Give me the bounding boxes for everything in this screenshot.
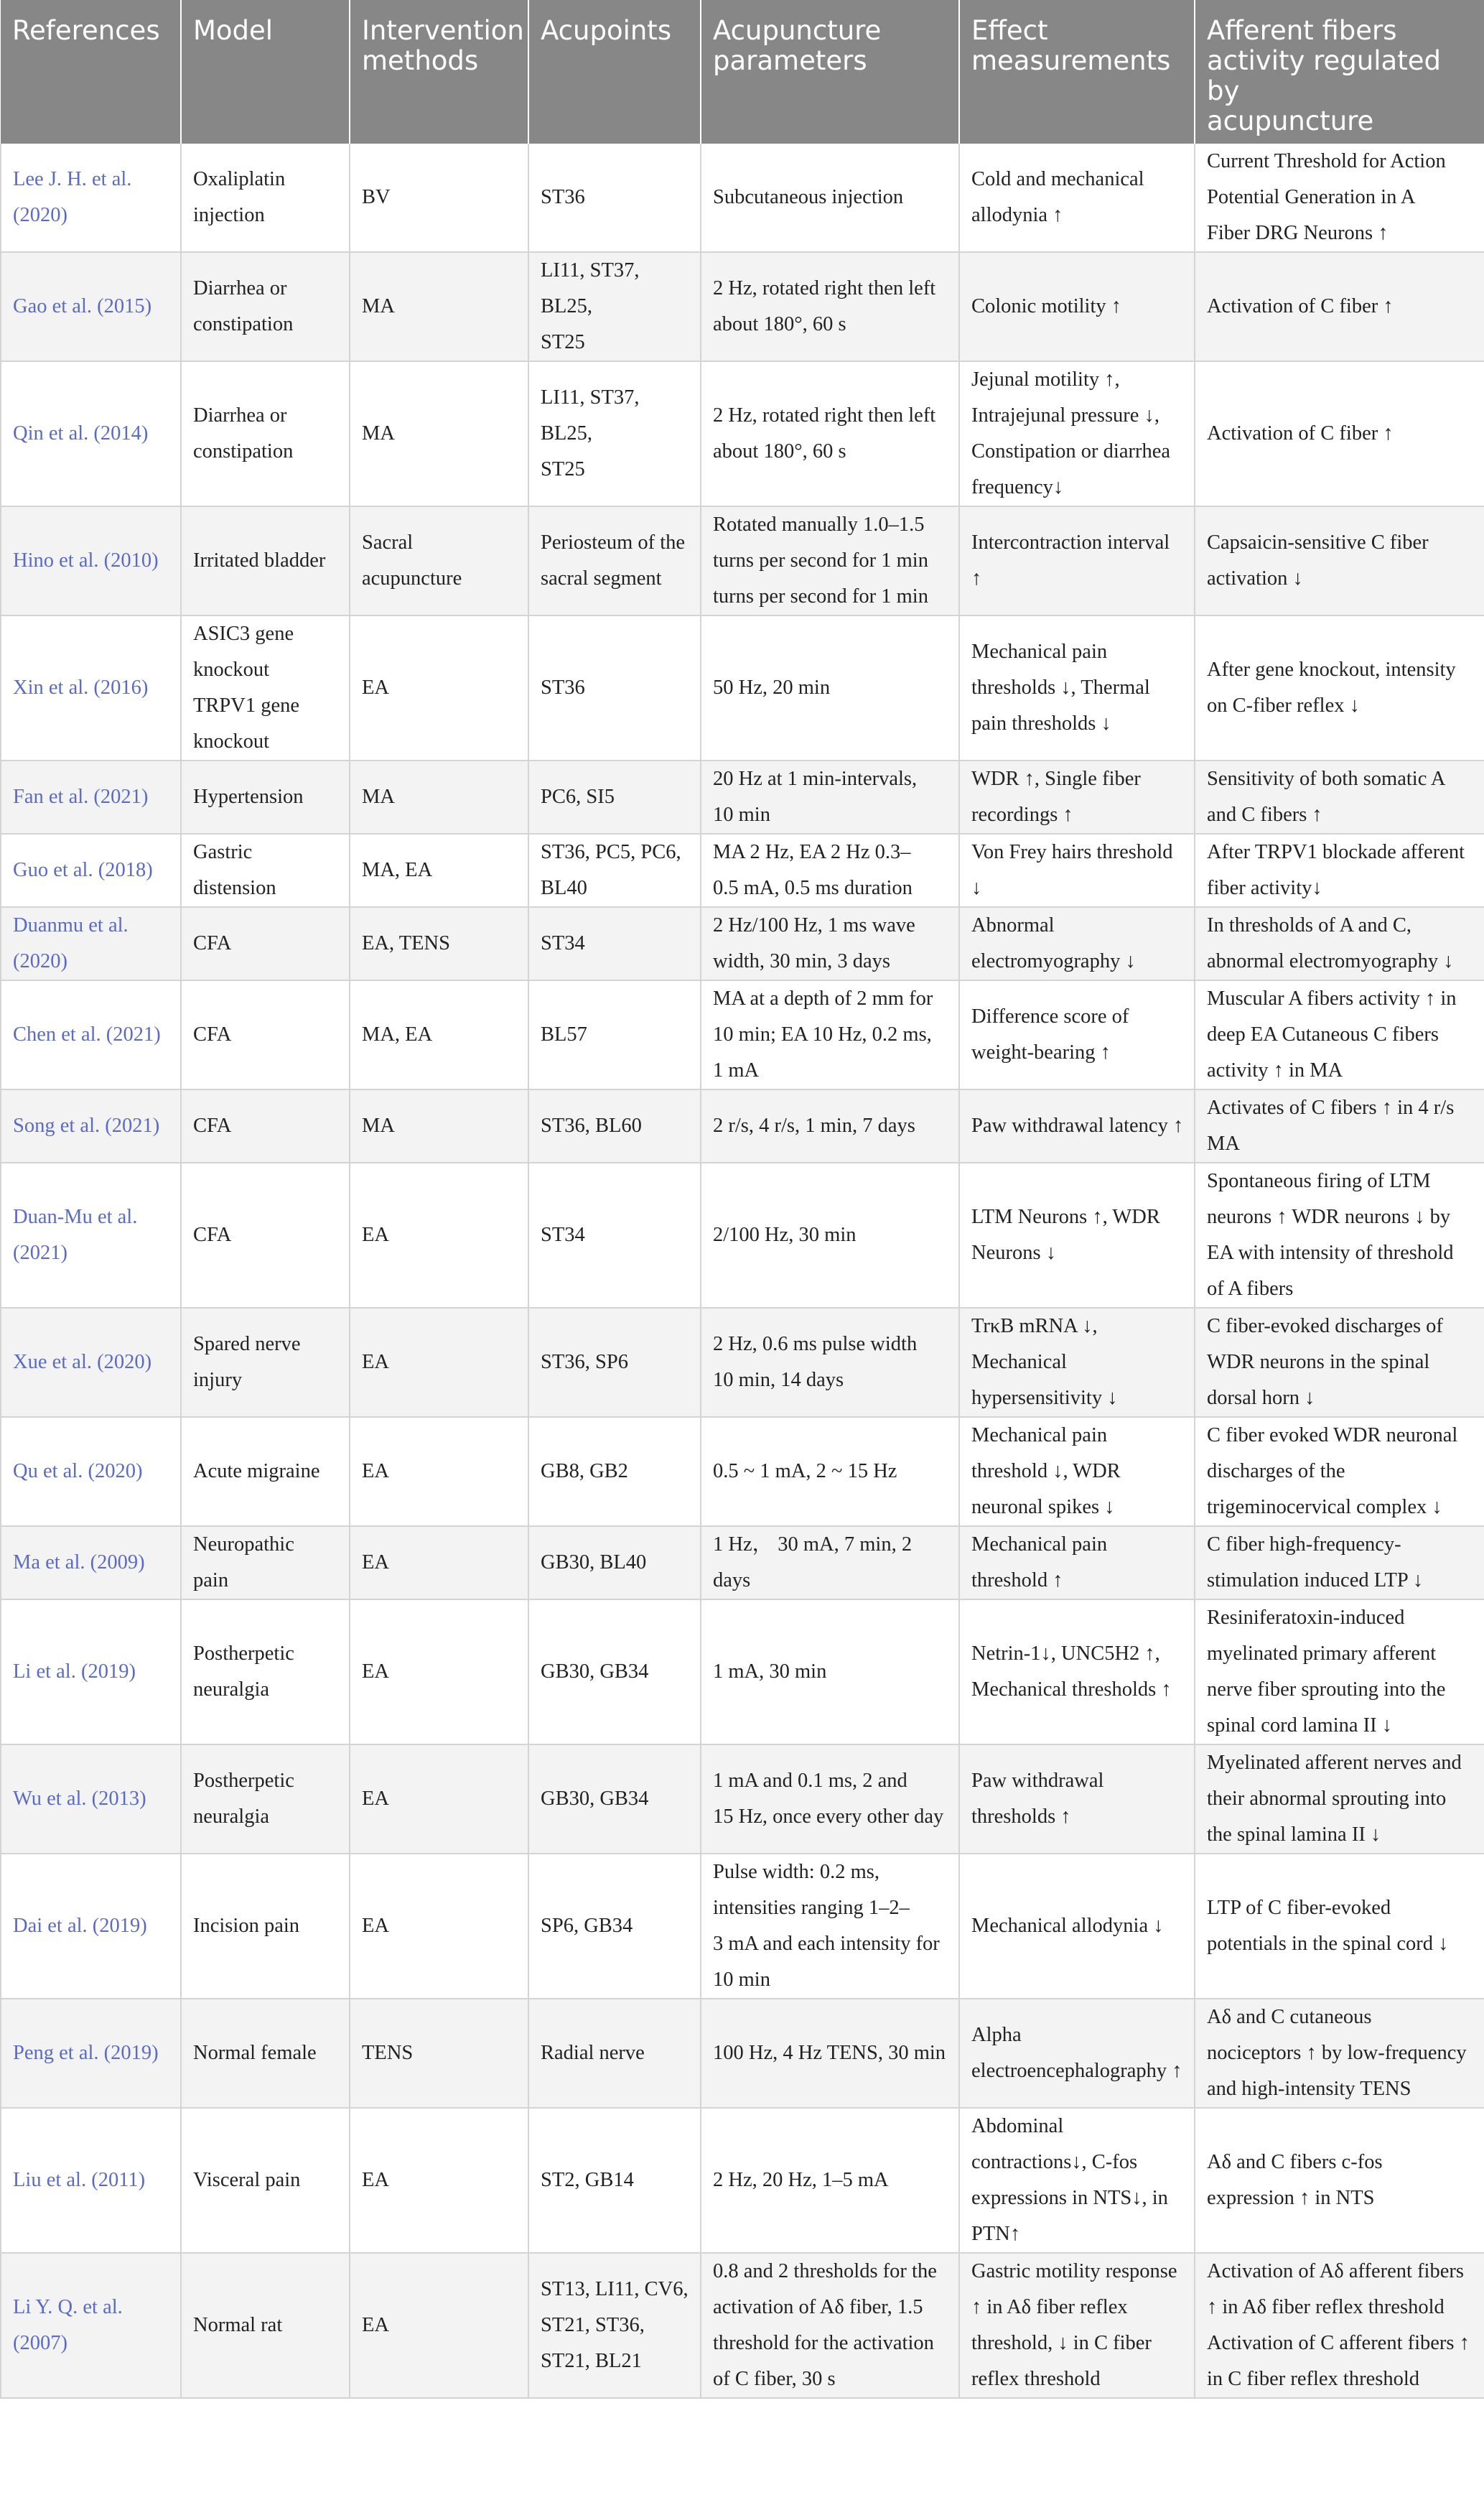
effect-cell: Alpha electroencephalography ↑ [959, 1999, 1195, 2108]
parameters-cell: 1 mA and 0.1 ms, 2 and 15 Hz, once every other day [701, 1744, 959, 1854]
intervention-cell: EA [350, 1744, 528, 1854]
parameters-cell: 2 Hz, rotated right then left about 180°, 60 s [701, 252, 959, 361]
afferent-activity-cell: After gene knockout, intensity on C-fiber reflex ↓ [1195, 615, 1484, 761]
parameters-cell: Pulse width: 0.2 ms, intensities ranging 1–2– 3 mA and each intensity for 10 min [701, 1854, 959, 1999]
parameters-cell: 50 Hz, 20 min [701, 615, 959, 761]
parameters-cell: 2 Hz, rotated right then left about 180°, 60 s [701, 361, 959, 506]
afferent-activity-cell: C fiber-evoked discharges of WDR neurons in the spinal dorsal horn ↓ [1195, 1308, 1484, 1417]
acupoints-cell: Radial nerve [528, 1999, 701, 2108]
model-cell: Neuropathic pain [181, 1526, 350, 1599]
acupoints-cell: ST34 [528, 1163, 701, 1308]
intervention-cell: MA, EA [350, 834, 528, 907]
intervention-cell: MA [350, 761, 528, 834]
table-row [1, 834, 1484, 907]
column-header-references: References [1, 0, 181, 144]
intervention-cell: BV [350, 144, 528, 252]
reference-cell[interactable]: Peng et al. (2019) [1, 1999, 181, 2108]
effect-cell: Cold and mechanical allodynia ↑ [959, 144, 1195, 252]
model-cell: Diarrhea or constipation [181, 361, 350, 506]
acupoints-cell: PC6, SI5 [528, 761, 701, 834]
afferent-activity-cell: Aδ and C cutaneous nociceptors ↑ by low-frequency and high-intensity TENS [1195, 1999, 1484, 2108]
table-row [1, 1999, 1484, 2108]
intervention-cell: EA [350, 1308, 528, 1417]
column-header-afferent-fibers-activity: Afferent fibers activity regulated by acupuncture [1195, 0, 1484, 144]
acupoints-cell: ST36 [528, 615, 701, 761]
afferent-activity-cell: LTP of C fiber-evoked potentials in the spinal cord ↓ [1195, 1854, 1484, 1999]
parameters-cell: 2 Hz/100 Hz, 1 ms wave width, 30 min, 3 days [701, 907, 959, 980]
effect-cell: Gastric motility response ↑ in Aδ fiber reflex threshold, ↓ in C fiber reflex threshold [959, 2253, 1195, 2398]
acupoints-cell: LI11, ST37, BL25, ST25 [528, 361, 701, 506]
effect-cell: Paw withdrawal thresholds ↑ [959, 1744, 1195, 1854]
intervention-cell: EA, TENS [350, 907, 528, 980]
reference-cell[interactable]: Xue et al. (2020) [1, 1308, 181, 1417]
effect-cell: Jejunal motility ↑, Intrajejunal pressure ↓, Constipation or diarrhea frequency↓ [959, 361, 1195, 506]
acupoints-cell: ST36, BL60 [528, 1089, 701, 1163]
parameters-cell: 1 Hz， 30 mA, 7 min, 2 days [701, 1526, 959, 1599]
effect-cell: Colonic motility ↑ [959, 252, 1195, 361]
afferent-activity-cell: Activates of C fibers ↑ in 4 r/s MA [1195, 1089, 1484, 1163]
table-row [1, 1854, 1484, 1999]
parameters-cell: 2 Hz, 0.6 ms pulse width 10 min, 14 days [701, 1308, 959, 1417]
afferent-activity-cell: Activation of C fiber ↑ [1195, 361, 1484, 506]
reference-cell[interactable]: Dai et al. (2019) [1, 1854, 181, 1999]
table-row [1, 2253, 1484, 2398]
acupoints-cell: GB30, GB34 [528, 1599, 701, 1744]
parameters-cell: MA 2 Hz, EA 2 Hz 0.3– 0.5 mA, 0.5 ms duration [701, 834, 959, 907]
table-row [1, 1744, 1484, 1854]
acupoints-cell: BL57 [528, 980, 701, 1089]
acupoints-cell: ST13, LI11, CV6, ST21, ST36, ST21, BL21 [528, 2253, 701, 2398]
table-row [1, 144, 1484, 252]
parameters-cell: MA at a depth of 2 mm for 10 min; EA 10 Hz, 0.2 ms, 1 mA [701, 980, 959, 1089]
model-cell: Incision pain [181, 1854, 350, 1999]
afferent-activity-cell: Current Threshold for Action Potential Generation in A Fiber DRG Neurons ↑ [1195, 144, 1484, 252]
reference-cell[interactable]: Wu et al. (2013) [1, 1744, 181, 1854]
parameters-cell: Rotated manually 1.0–1.5 turns per second for 1 min turns per second for 1 min [701, 506, 959, 615]
parameters-cell: 2/100 Hz, 30 min [701, 1163, 959, 1308]
reference-cell[interactable]: Fan et al. (2021) [1, 761, 181, 834]
table-header-row [1, 0, 1484, 144]
column-header-effect-measurements: Effect measurements [959, 0, 1195, 144]
acupoints-cell: GB30, GB34 [528, 1744, 701, 1854]
intervention-cell: MA, EA [350, 980, 528, 1089]
intervention-cell: EA [350, 1163, 528, 1308]
afferent-activity-cell: Activation of C fiber ↑ [1195, 252, 1484, 361]
model-cell: Acute migraine [181, 1417, 350, 1526]
intervention-cell: Sacral acupuncture [350, 506, 528, 615]
effect-cell: Intercontraction interval ↑ [959, 506, 1195, 615]
intervention-cell: EA [350, 2253, 528, 2398]
effect-cell: Mechanical pain threshold ↑ [959, 1526, 1195, 1599]
intervention-cell: EA [350, 1599, 528, 1744]
parameters-cell: 100 Hz, 4 Hz TENS, 30 min [701, 1999, 959, 2108]
model-cell: Postherpetic neuralgia [181, 1744, 350, 1854]
effect-cell: Difference score of weight-bearing ↑ [959, 980, 1195, 1089]
acupoints-cell: ST36 [528, 144, 701, 252]
effect-cell: Paw withdrawal latency ↑ [959, 1089, 1195, 1163]
afferent-activity-cell: Resiniferatoxin-induced myelinated primary afferent nerve fiber sprouting into the spinal cord lamina II ↓ [1195, 1599, 1484, 1744]
intervention-cell: MA [350, 361, 528, 506]
table-row [1, 1526, 1484, 1599]
model-cell: Normal female [181, 1999, 350, 2108]
table-row [1, 2108, 1484, 2253]
acupoints-cell: ST36, PC5, PC6, BL40 [528, 834, 701, 907]
reference-cell[interactable]: Qin et al. (2014) [1, 361, 181, 506]
model-cell: Normal rat [181, 2253, 350, 2398]
effect-cell: LTM Neurons ↑, WDR Neurons ↓ [959, 1163, 1195, 1308]
afferent-activity-cell: Muscular A fibers activity ↑ in deep EA Cutaneous C fibers activity ↑ in MA [1195, 980, 1484, 1089]
reference-cell[interactable]: Lee J. H. et al. (2020) [1, 144, 181, 252]
parameters-cell: 1 mA, 30 min [701, 1599, 959, 1744]
model-cell: Hypertension [181, 761, 350, 834]
afferent-activity-cell: Activation of Aδ afferent fibers ↑ in Aδ fiber reflex threshold Activation of C afferent fibers ↑ in C fiber reflex threshold [1195, 2253, 1484, 2398]
table-row [1, 615, 1484, 761]
intervention-cell: TENS [350, 1999, 528, 2108]
afferent-activity-cell: In thresholds of A and C, abnormal electromyography ↓ [1195, 907, 1484, 980]
model-cell: Oxaliplatin injection [181, 144, 350, 252]
model-cell: ASIC3 gene knockout TRPV1 gene knockout [181, 615, 350, 761]
table-row [1, 506, 1484, 615]
table-row [1, 1089, 1484, 1163]
model-cell: CFA [181, 907, 350, 980]
model-cell: CFA [181, 1163, 350, 1308]
effect-cell: Mechanical allodynia ↓ [959, 1854, 1195, 1999]
column-header-model: Model [181, 0, 350, 144]
reference-cell[interactable]: Hino et al. (2010) [1, 506, 181, 615]
afferent-activity-cell: C fiber high-frequency- stimulation induced LTP ↓ [1195, 1526, 1484, 1599]
afferent-activity-cell: After TRPV1 blockade afferent fiber activity↓ [1195, 834, 1484, 907]
effect-cell: Mechanical pain thresholds ↓, Thermal pain thresholds ↓ [959, 615, 1195, 761]
table-row [1, 761, 1484, 834]
reference-cell[interactable]: Gao et al. (2015) [1, 252, 181, 361]
column-header-intervention-methods: Intervention methods [350, 0, 528, 144]
parameters-cell: 2 Hz, 20 Hz, 1–5 mA [701, 2108, 959, 2253]
afferent-activity-cell: Capsaicin-sensitive C fiber activation ↓ [1195, 506, 1484, 615]
table-row [1, 252, 1484, 361]
reference-cell[interactable]: Li et al. (2019) [1, 1599, 181, 1744]
intervention-cell: EA [350, 1526, 528, 1599]
afferent-activity-cell: Myelinated afferent nerves and their abnormal sprouting into the spinal lamina II ↓ [1195, 1744, 1484, 1854]
intervention-cell: EA [350, 1417, 528, 1526]
reference-cell[interactable]: Guo et al. (2018) [1, 834, 181, 907]
acupoints-cell: SP6, GB34 [528, 1854, 701, 1999]
reference-cell[interactable]: Chen et al. (2021) [1, 980, 181, 1089]
effect-cell: Netrin-1↓, UNC5H2 ↑, Mechanical thresholds ↑ [959, 1599, 1195, 1744]
model-cell: CFA [181, 980, 350, 1089]
acupoints-cell: Periosteum of the sacral segment [528, 506, 701, 615]
reference-cell[interactable]: Duan-Mu et al. (2021) [1, 1163, 181, 1308]
acupoints-cell: LI11, ST37, BL25, ST25 [528, 252, 701, 361]
effect-cell: Mechanical pain threshold ↓, WDR neuronal spikes ↓ [959, 1417, 1195, 1526]
intervention-cell: EA [350, 2108, 528, 2253]
intervention-cell: EA [350, 1854, 528, 1999]
model-cell: CFA [181, 1089, 350, 1163]
parameters-cell: 0.8 and 2 thresholds for the activation of Aδ fiber, 1.5 threshold for the activation of C fiber, 30 s [701, 2253, 959, 2398]
table-row [1, 907, 1484, 980]
reference-cell[interactable]: Qu et al. (2020) [1, 1417, 181, 1526]
acupoints-cell: ST36, SP6 [528, 1308, 701, 1417]
parameters-cell: Subcutaneous injection [701, 144, 959, 252]
table-row [1, 980, 1484, 1089]
reference-cell[interactable]: Ma et al. (2009) [1, 1526, 181, 1599]
table-row [1, 361, 1484, 506]
effect-cell: Abnormal electromyography ↓ [959, 907, 1195, 980]
afferent-activity-cell: Aδ and C fibers c-fos expression ↑ in NTS [1195, 2108, 1484, 2253]
reference-cell[interactable]: Duanmu et al. (2020) [1, 907, 181, 980]
effect-cell: WDR ↑, Single fiber recordings ↑ [959, 761, 1195, 834]
model-cell: Postherpetic neuralgia [181, 1599, 350, 1744]
afferent-activity-cell: Sensitivity of both somatic A and C fibers ↑ [1195, 761, 1484, 834]
acupoints-cell: ST2, GB14 [528, 2108, 701, 2253]
model-cell: Visceral pain [181, 2108, 350, 2253]
intervention-cell: MA [350, 1089, 528, 1163]
reference-cell[interactable]: Li Y. Q. et al. (2007) [1, 2253, 181, 2398]
effect-cell: Von Frey hairs threshold ↓ [959, 834, 1195, 907]
table-row [1, 1308, 1484, 1417]
column-header-acupuncture-parameters: Acupuncture parameters [701, 0, 959, 144]
afferent-activity-cell: C fiber evoked WDR neuronal discharges of the trigeminocervical complex ↓ [1195, 1417, 1484, 1526]
parameters-cell: 2 r/s, 4 r/s, 1 min, 7 days [701, 1089, 959, 1163]
model-cell: Diarrhea or constipation [181, 252, 350, 361]
intervention-cell: EA [350, 615, 528, 761]
reference-cell[interactable]: Song et al. (2021) [1, 1089, 181, 1163]
table-row [1, 1599, 1484, 1744]
model-cell: Irritated bladder [181, 506, 350, 615]
column-header-acupoints: Acupoints [528, 0, 701, 144]
table-row [1, 1417, 1484, 1526]
acupoints-cell: GB30, BL40 [528, 1526, 701, 1599]
effect-cell: TrκB mRNA ↓, Mechanical hypersensitivity ↓ [959, 1308, 1195, 1417]
effect-cell: Abdominal contractions↓, C-fos expressions in NTS↓, in PTN↑ [959, 2108, 1195, 2253]
model-cell: Gastric distension [181, 834, 350, 907]
reference-cell[interactable]: Xin et al. (2016) [1, 615, 181, 761]
model-cell: Spared nerve injury [181, 1308, 350, 1417]
reference-cell[interactable]: Liu et al. (2011) [1, 2108, 181, 2253]
parameters-cell: 20 Hz at 1 min-intervals, 10 min [701, 761, 959, 834]
acupoints-cell: GB8, GB2 [528, 1417, 701, 1526]
table-row [1, 1163, 1484, 1308]
intervention-cell: MA [350, 252, 528, 361]
parameters-cell: 0.5 ~ 1 mA, 2 ~ 15 Hz [701, 1417, 959, 1526]
afferent-activity-cell: Spontaneous firing of LTM neurons ↑ WDR neurons ↓ by EA with intensity of threshold of A fibers [1195, 1163, 1484, 1308]
acupoints-cell: ST34 [528, 907, 701, 980]
